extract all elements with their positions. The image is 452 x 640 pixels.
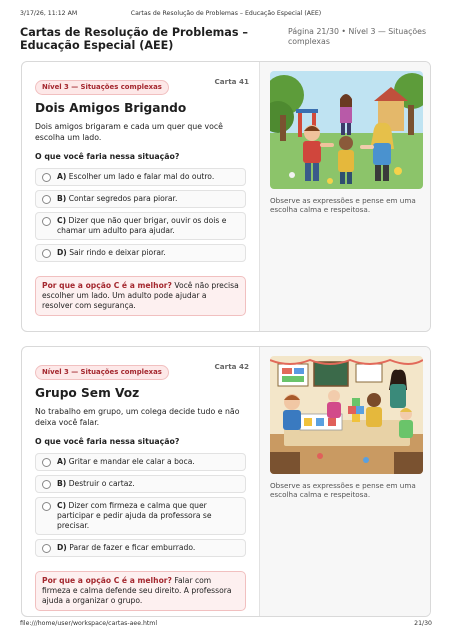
- question-text: O que você faria nessa situação?: [35, 437, 180, 446]
- option-letter: B): [57, 194, 67, 203]
- scenario-text: No trabalho em grupo, um colega decide tudo e não deixa você falar.: [35, 407, 240, 427]
- illustration-friends-arguing: [270, 71, 423, 189]
- card-number: Carta 42: [214, 362, 249, 371]
- illustration-caption: Observe as expressões e pense em uma escolha calma e respeitosa.: [270, 481, 416, 499]
- card-title: Dois Amigos Brigando: [35, 101, 187, 115]
- print-footer: [20, 620, 432, 630]
- explanation-text: Falar com firmeza e calma defende seu direito. A professora ajuda a organizar o grupo.: [42, 576, 232, 605]
- radio-icon[interactable]: [42, 217, 51, 226]
- card-content: [22, 347, 259, 616]
- option-letter: B): [57, 479, 67, 488]
- card-illustration-panel: [259, 62, 430, 331]
- option-d[interactable]: [35, 539, 246, 557]
- option-letter: A): [57, 457, 67, 466]
- option-text: Escolher um lado e falar mal do outro.: [68, 172, 215, 181]
- options-list: [35, 168, 246, 262]
- option-d[interactable]: [35, 244, 246, 262]
- document-title: Cartas de Resolução de Problemas – Educação Especial (AEE): [20, 26, 249, 52]
- options-list: [35, 453, 246, 557]
- radio-icon[interactable]: [42, 502, 51, 511]
- print-page-number: 21/30: [414, 620, 432, 627]
- option-text: Dizer com firmeza e calma que quer participar e pedir ajuda da professora se precisar.: [57, 501, 212, 530]
- radio-icon[interactable]: [42, 195, 51, 204]
- question-text: O que você faria nessa situação?: [35, 152, 180, 161]
- card-number: Carta 41: [214, 77, 249, 86]
- radio-icon[interactable]: [42, 458, 51, 467]
- option-letter: C): [57, 501, 67, 510]
- option-text: Parar de fazer e ficar emburrado.: [69, 543, 196, 552]
- option-letter: A): [57, 172, 67, 181]
- illustration-caption: Observe as expressões e pense em uma escolha calma e respeitosa.: [270, 196, 416, 214]
- explanation-heading: Por que a opção C é a melhor?: [42, 281, 172, 290]
- option-letter: D): [57, 248, 67, 257]
- radio-icon[interactable]: [42, 480, 51, 489]
- radio-icon[interactable]: [42, 249, 51, 258]
- explanation-text: Você não precisa escolher um lado. Um adulto pode ajudar a resolver com segurança.: [42, 281, 239, 310]
- explanation-box: [35, 571, 246, 611]
- scenario-text: Dois amigos brigaram e cada um quer que você escolha um lado.: [35, 122, 223, 142]
- card-illustration-panel: [259, 347, 430, 616]
- option-c[interactable]: [35, 212, 246, 240]
- option-text: Sair rindo e deixar piorar.: [69, 248, 166, 257]
- option-c[interactable]: [35, 497, 246, 535]
- print-header: [20, 10, 432, 20]
- explanation-box: [35, 276, 246, 316]
- card-title: Grupo Sem Voz: [35, 386, 140, 400]
- option-b[interactable]: [35, 190, 246, 208]
- option-text: Destruir o cartaz.: [68, 479, 135, 488]
- option-letter: D): [57, 543, 67, 552]
- option-a[interactable]: [35, 168, 246, 186]
- print-title: Cartas de Resolução de Problemas – Educação Especial (AEE): [130, 10, 322, 17]
- option-text: Contar segredos para piorar.: [68, 194, 178, 203]
- document-meta: Página 21/30 • Nível 3 — Situações complexas: [288, 27, 427, 46]
- document-header: [20, 26, 432, 52]
- level-badge: Nível 3 — Situações complexas: [35, 80, 169, 95]
- option-b[interactable]: [35, 475, 246, 493]
- radio-icon[interactable]: [42, 173, 51, 182]
- problem-card: [21, 346, 431, 617]
- illustration-group-work: [270, 356, 423, 474]
- print-date: 3/17/26, 11:12 AM: [20, 10, 78, 17]
- radio-icon[interactable]: [42, 544, 51, 553]
- print-url: file:///home/user/workspace/cartas-aee.html: [20, 620, 158, 627]
- problem-card: [21, 61, 431, 332]
- option-text: Dizer que não quer brigar, ouvir os dois e chamar um adulto para ajudar.: [57, 216, 227, 235]
- option-text: Gritar e mandar ele calar a boca.: [68, 457, 195, 466]
- option-letter: C): [57, 216, 67, 225]
- card-content: [22, 62, 259, 331]
- option-a[interactable]: [35, 453, 246, 471]
- level-badge: Nível 3 — Situações complexas: [35, 365, 169, 380]
- explanation-heading: Por que a opção C é a melhor?: [42, 576, 172, 585]
